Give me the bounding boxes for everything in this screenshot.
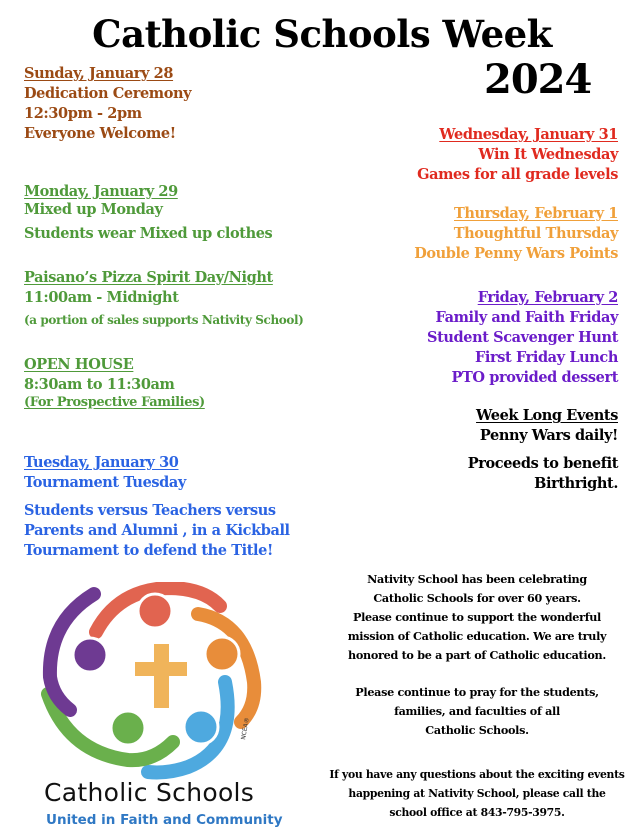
page-title [0,12,632,56]
tuesday-line: Parents and Alumni , in a Kickball [24,522,290,539]
open-house-section [24,355,205,411]
proceeds-line: Birthright. [534,475,618,492]
pizza-note: (a portion of sales supports Nativity School) [24,313,304,327]
wednesday-line: Win It Wednesday [478,146,618,163]
logo-subtitle: United in Faith and Community [46,812,283,828]
open-house-time: 8:30am to 11:30am [24,376,175,393]
pizza-heading: Paisano’s Pizza Spirit Day/Night [24,269,273,286]
thursday-date: Thursday, February 1 [454,205,618,222]
catholic-schools-logo-icon [38,582,278,782]
sunday-line: 12:30pm - 2pm [24,105,142,122]
wednesday-line: Games for all grade levels [417,166,618,183]
info-line: Please continue to pray for the students, [355,685,599,699]
tuesday-section [24,453,290,561]
info-line: honored to be a part of Catholic education. [348,648,606,662]
week-long-heading: Week Long Events [476,407,618,424]
wednesday-date: Wednesday, January 31 [439,126,618,143]
tuesday-theme: Tournament Tuesday [24,474,186,491]
week-long-section [468,406,618,494]
info-paragraph-1 [322,570,632,665]
tuesday-date: Tuesday, January 30 [24,454,179,471]
info-line: mission of Catholic education. We are truly [347,629,607,643]
info-line: Catholic Schools for over 60 years. [373,591,581,605]
friday-line: Student Scavenger Hunt [427,329,618,346]
friday-line: First Friday Lunch [475,349,618,366]
pizza-section [24,268,303,330]
open-house-heading: OPEN HOUSE [24,356,134,373]
pizza-time: 11:00am - Midnight [24,289,179,306]
title-text: Catholic Schools Week [92,12,552,56]
monday-line: Students wear Mixed up clothes [24,225,273,242]
info-line: school office at 843-795-3975. [389,806,565,819]
info-paragraph-2 [322,683,632,740]
tuesday-line: Tournament to defend the Title! [24,542,273,559]
friday-section [427,288,618,388]
monday-theme: Mixed up Monday [24,201,163,218]
info-line: happening at Nativity School, please call the [348,787,606,800]
friday-date: Friday, February 2 [477,289,618,306]
ncea-mark: NCEA® [240,716,251,741]
friday-line: Family and Faith Friday [435,309,618,326]
monday-date: Monday, January 29 [24,183,178,200]
logo-title: Catholic Schools [44,778,255,807]
info-line: Catholic Schools. [425,723,529,737]
proceeds-line: Proceeds to benefit [467,455,618,472]
sunday-line: Dedication Ceremony [24,85,192,102]
info-line: Nativity School has been celebrating [367,572,587,586]
info-line: families, and faculties of all [394,704,560,718]
monday-section [24,183,272,243]
year-heading: 2024 [484,56,592,103]
friday-line: PTO provided dessert [451,369,618,386]
wednesday-section [417,125,618,185]
tuesday-line: Students versus Teachers versus [24,502,276,519]
thursday-line: Double Penny Wars Points [414,245,618,262]
week-long-line: Penny Wars daily! [479,427,618,444]
sunday-date: Sunday, January 28 [24,65,174,82]
sunday-section [24,64,191,144]
thursday-section [414,204,618,264]
info-paragraph-3 [322,765,632,822]
thursday-line: Thoughtful Thursday [453,225,618,242]
info-line: If you have any questions about the exciting events [329,768,625,781]
sunday-line: Everyone Welcome! [24,125,176,142]
open-house-note: (For Prospective Families) [24,395,205,410]
info-line: Please continue to support the wonderful [352,610,602,624]
